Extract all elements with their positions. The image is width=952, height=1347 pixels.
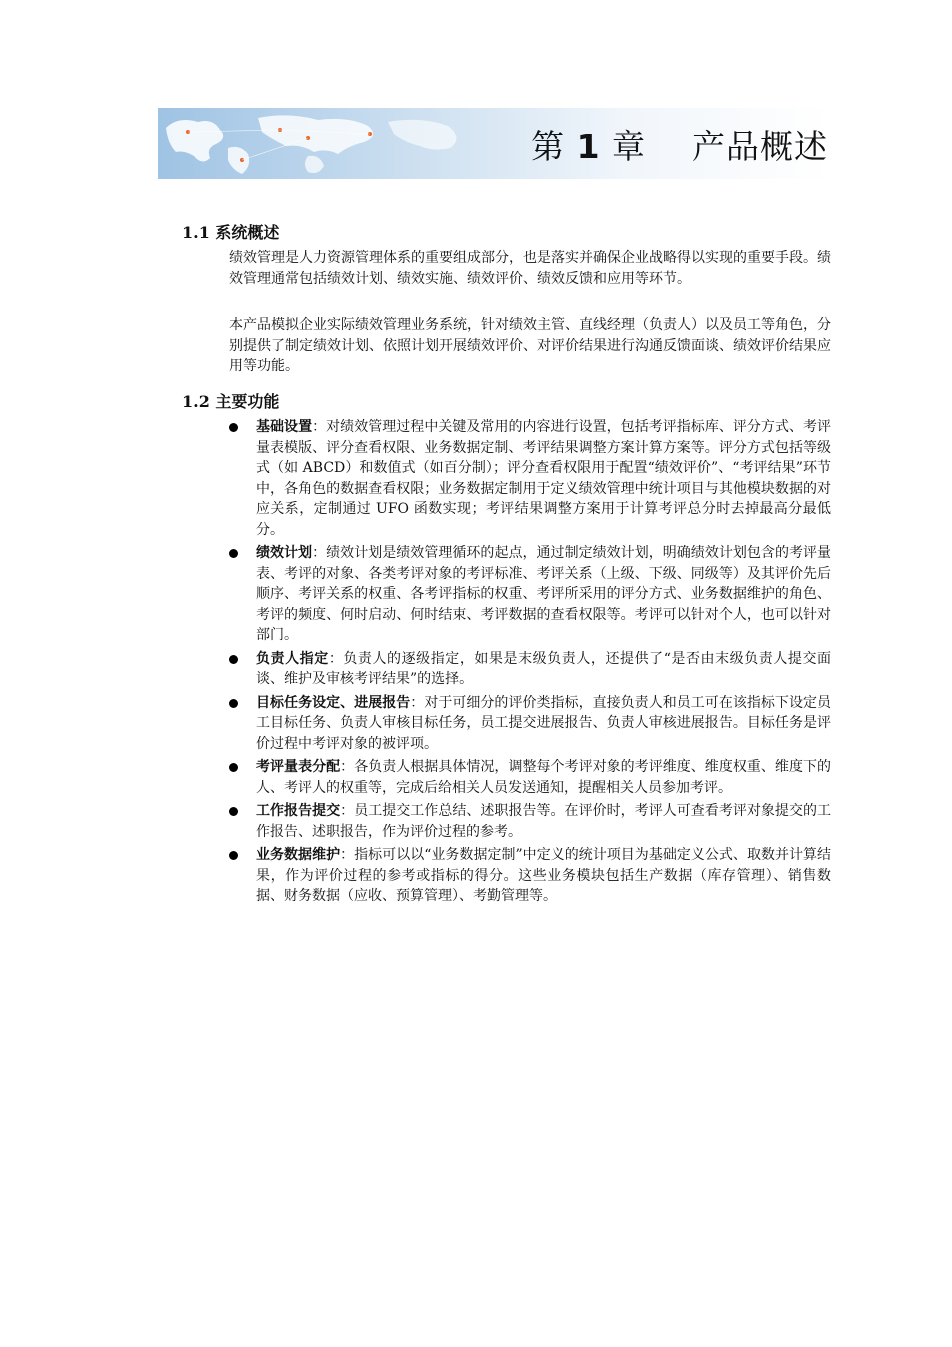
feature-separator: ： [340, 803, 355, 819]
feature-description: 绩效计划是绩效管理循环的起点，通过制定绩效计划，明确绩效计划包含的考评量表、考评的对象、各类考评对象的考评标准、考评关系（上级、下级、同级等）及其评价先后顺序、考评关系的权重、各考评指标的权重、考评所采用的评分方式、业务数据维护的角色、考评的频度、何时启动、何时结束、考评数据的查看权限等。考评可以针对个人，也可以针对部门。 [256, 545, 832, 643]
chapter-prefix: 第 [531, 127, 566, 166]
feature-term: 负责人指定 [256, 650, 329, 667]
chapter-name: 产品概述 [692, 127, 828, 166]
feature-term: 基础设置 [256, 419, 313, 435]
bullet-icon [229, 699, 238, 708]
feature-description: 负责人的逐级指定，如果是末级负责人，还提供了“是否由末级负责人提交面谈、维护及审核考评结果”的选择。 [256, 650, 832, 687]
chapter-banner [158, 108, 830, 179]
bullet-icon [229, 655, 238, 664]
feature-description: 对绩效管理过程中关键及常用的内容进行设置，包括考评指标库、评分方式、考评量表模版、评分查看权限、业务数据定制、考评结果调整方案计算方案等。评分方式包括等级式（如 ABCD）和数值式（如百分制）；评分查看权限用于配置“绩效评价”、“考评结果”环节中，各角色的数据查看权限；业务数据定制用于定义绩效管理中统计项目与其他模块数据的对应关系，定制通过 UFO 函数实现；考评结果调整方案用于计算考评总分时去掉最高分最低分。 [256, 419, 832, 538]
feature-separator: ： [328, 650, 344, 667]
list-item [229, 543, 831, 646]
feature-separator: ： [340, 847, 355, 863]
chapter-number: 1 [576, 127, 601, 166]
bullet-icon [229, 549, 238, 558]
bullet-icon [229, 807, 238, 816]
bullet-icon [229, 763, 238, 772]
feature-term: 考评量表分配 [256, 759, 341, 775]
feature-separator: ： [340, 759, 355, 775]
feature-term: 业务数据维护 [256, 847, 341, 863]
list-item [229, 693, 831, 755]
feature-description: 指标可以以“业务数据定制”中定义的统计项目为基础定义公式、取数并计算结果，作为评价过程的参考或指标的得分。这些业务模块包括生产数据（库存管理）、销售数据、财务数据（应收、预算管理）、考勤管理等。 [256, 847, 832, 904]
list-item [229, 757, 831, 798]
feature-description: 各负责人根据具体情况，调整每个考评对象的考评维度、维度权重、维度下的人、考评人的权重等，完成后给相关人员发送通知，提醒相关人员参加考评。 [256, 759, 832, 796]
feature-separator: ： [410, 694, 425, 711]
list-item [229, 649, 831, 690]
feature-term: 目标任务设定、进展报告 [256, 694, 411, 711]
chapter-suffix: 章 [612, 127, 647, 166]
feature-term: 绩效计划 [256, 545, 313, 561]
bullet-icon [229, 423, 238, 432]
feature-description: 员工提交工作总结、述职报告等。在评价时，考评人可查看考评对象提交的工作报告、述职报告，作为评价过程的参考。 [256, 803, 832, 840]
section-heading-overview: 1.1 系统概述 [182, 223, 280, 242]
chapter-title [531, 121, 828, 168]
overview-paragraph-2: 本产品模拟企业实际绩效管理业务系统，针对绩效主管、直线经理（负责人）以及员工等角色，分别提供了制定绩效计划、依照计划开展绩效评价、对评价结果进行沟通反馈面谈、绩效评价结果应用等功能。 [229, 317, 831, 374]
feature-separator: ： [312, 545, 327, 561]
world-map-graphic [158, 108, 478, 179]
list-item [229, 845, 831, 907]
list-item [229, 801, 831, 842]
feature-term: 工作报告提交 [256, 803, 341, 819]
feature-list [229, 417, 831, 910]
feature-separator: ： [312, 419, 327, 435]
overview-paragraph-1: 绩效管理是人力资源管理体系的重要组成部分，也是落实并确保企业战略得以实现的重要手段。绩效管理通常包括绩效计划、绩效实施、绩效评价、绩效反馈和应用等环节。 [229, 250, 831, 287]
feature-description: 对于可细分的评价类指标，直接负责人和员工可在该指标下设定员工目标任务、负责人审核目标任务，员工提交进展报告、负责人审核进展报告。目标任务是评价过程中考评对象的被评项。 [256, 694, 832, 752]
section-heading-features: 1.2 主要功能 [182, 392, 280, 411]
bullet-icon [229, 851, 238, 860]
list-item [229, 417, 831, 540]
